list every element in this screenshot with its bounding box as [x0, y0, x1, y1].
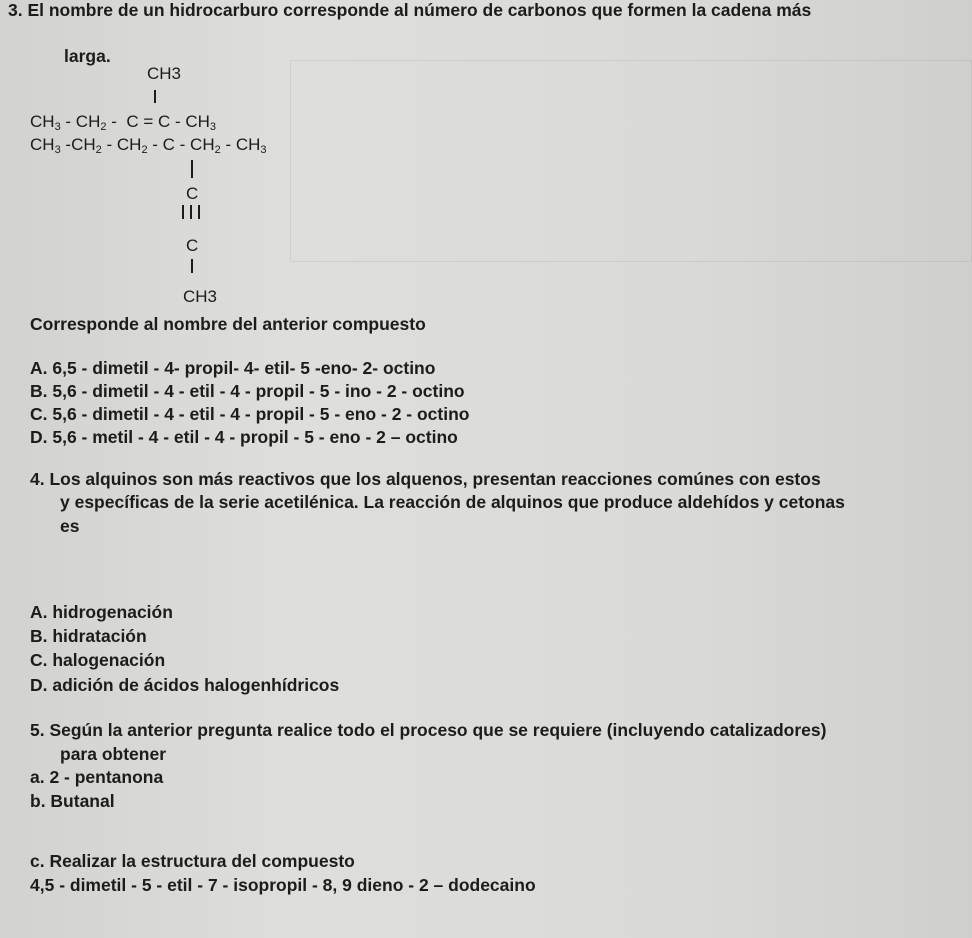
- q5-stem-cont: para obtener: [60, 744, 166, 764]
- bond: [191, 259, 193, 273]
- triple-bond: [198, 205, 200, 219]
- q4-stem: 4. Los alquinos son más reactivos que los alquenos, presentan reacciones comúnes con estos: [30, 469, 821, 489]
- bond: [154, 90, 156, 103]
- top-methyl: CH3: [147, 64, 182, 83]
- q4-option-a: A. hidrogenación: [30, 602, 173, 622]
- q4-stem-end: es: [60, 516, 80, 536]
- q5-item-c: c. Realizar la estructura del compuesto: [30, 851, 355, 871]
- structure-row2: $CH_3$ $-CH_2 - CH_2$ - C - $CH_2 - CH_3$: [30, 135, 267, 156]
- alkyne-carbon-2: C: [186, 236, 199, 255]
- alkyne-carbon-1: C: [186, 184, 199, 203]
- q4-option-b: B. hidratación: [30, 626, 147, 646]
- triple-bond: [190, 205, 192, 219]
- q5-item-b: b. Butanal: [30, 791, 115, 811]
- q5-item-a: a. 2 - pentanona: [30, 767, 164, 787]
- q4-stem-cont: y específicas de la serie acetilénica. La reacción de alquinos que produce aldehídos y cetonas: [60, 492, 845, 512]
- q4-option-d: D. adición de ácidos halogenhídricos: [30, 675, 340, 695]
- q3-option-a: A. 6,5 - dimetil - 4- propil- 4- etil- 5 -eno- 2- octino: [30, 358, 436, 378]
- triple-bond: [182, 205, 184, 219]
- q3-option-b: B. 5,6 - dimetil - 4 - etil - 4 - propil - 5 - ino - 2 - octino: [30, 381, 465, 401]
- q3-stem-cont: larga.: [64, 46, 111, 66]
- q5-compound-name: 4,5 - dimetil - 5 - etil - 7 - isopropil - 8, 9 dieno - 2 – dodecaino: [30, 875, 536, 895]
- q3-stem: 3. El nombre de un hidrocarburo corresponde al número de carbonos que formen la cadena más: [8, 0, 812, 20]
- q4-option-c: C. halogenación: [30, 650, 166, 670]
- bottom-methyl: CH3: [183, 287, 218, 306]
- q3-prompt: Corresponde al nombre del anterior compuesto: [30, 314, 426, 334]
- q3-option-d: D. 5,6 - metil - 4 - etil - 4 - propil - 5 - eno - 2 – octino: [30, 427, 458, 447]
- q5-stem: 5. Según la anterior pregunta realice todo el proceso que se requiere (incluyendo catalizadores): [30, 720, 827, 740]
- bond: [191, 160, 193, 178]
- bleed-through-box: [290, 60, 972, 262]
- q3-option-c: C. 5,6 - dimetil - 4 - etil - 4 - propil - 5 - eno - 2 - octino: [30, 404, 470, 424]
- structure-row1: $CH_3 - CH_2 - C = C - CH_3$: [30, 112, 217, 133]
